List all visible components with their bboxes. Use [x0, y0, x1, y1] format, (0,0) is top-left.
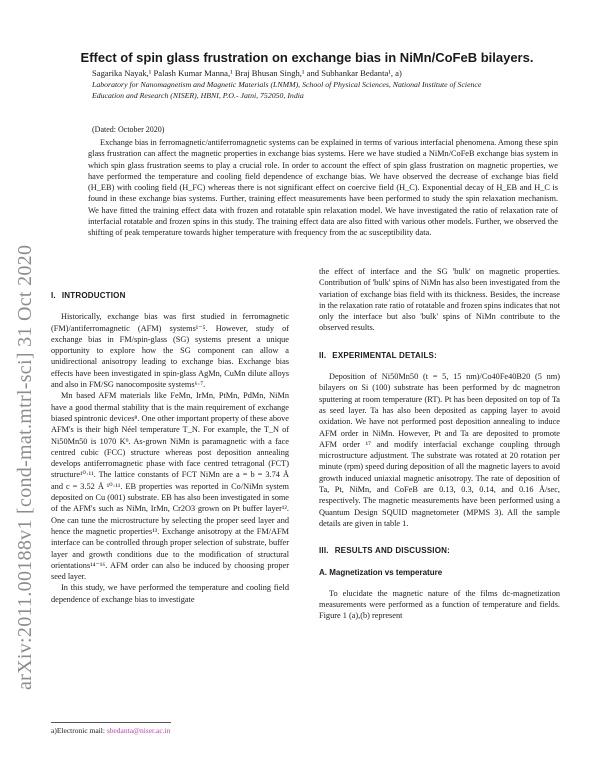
right-column — [319, 266, 560, 622]
section-heading-experimental: II. EXPERIMENTAL DETAILS: — [319, 350, 437, 360]
intro-paragraph-2: Mn based AFM materials like FeMn, IrMn, PtMn, PdMn, NiMn have a good thermal stability that is the main requirement of exchange biased spintronic devices⁸. One other important property of these above AFM's is their high Néel temperature T_N. For example, the T_N of Ni50Mn50 is 1070 K⁹. As-grown NiMn is paramagnetic with a face centred cubic (FCC) structure whereas post deposition annealing develops antiferromagnetic phase with face centred tetragonal (FCT) structure¹⁰·¹¹. The lattice constants of FCT NiMn are a = b = 3.74 Å and c = 3.52 Å ¹⁰·¹¹. EB properties was reported in Co/NiMn system deposited on Cu (001) substrate. EB has also been investigated in some of the AFM's such as NiMn, IrMn, Cr2O3 grown on Pt buffer layer¹². One can tune the microstructure by selecting the proper seed layer and hence the magnetic properties¹³. Exchange anisotropy at the FM/AFM interface can be controlled through proper selection of substrate, buffer layer and growth conditions due to the modification of structural orientations¹⁴⁻¹⁶. AFM order can also be induced by choosing proper seed layer. — [51, 391, 289, 582]
paper-title: Effect of spin glass frustration on exchange bias in NiMn/CoFeB bilayers. — [80, 50, 534, 65]
footnote-rule — [51, 722, 171, 723]
subsection-heading-magnetization: A. Magnetization vs temperature — [319, 567, 443, 577]
author-list: Sagarika Nayak,¹ Palash Kumar Manna,¹ Braj Bhusan Singh,¹ and Subhankar Bedanta¹, a) — [92, 68, 402, 78]
intro-paragraph-continued: the effect of interface and the SG 'bulk' on magnetic properties. Contribution of 'bulk' spins of NiMn has also been investigated from the variation of exchange bias field with its thickness. Besides, the increase in the relaxation rate ratio of rotatable and frozen spins indicates that not only the interface but also 'bulk' spins of NiMn contribute to the observed results. — [319, 267, 560, 333]
results-paragraph: To elucidate the magnetic nature of the films dc-magnetization measurements were performed as a function of temperature and fields. Figure 1 (a),(b) represent — [319, 588, 560, 621]
footnote-label: a)Electronic mail: — [51, 726, 107, 735]
abstract: Exchange bias in ferromagnetic/antiferromagnetic systems can be explained in terms of various interfacial phenomena. Among these spin glass frustration can affect the magnetic properties in exchange bias systems. Here we have studied a NiMn/CoFeB exchange bias system in which spin glass frustration seems to play a crucial role. In order to account the effect of spin glass frustration on magnetic properties, we have performed the temperature and cooling field dependence of exchange bias. We have observed the decrease of exchange bias field (H_EB) with cooling field (H_FC) whereas there is not significant effect on coercive field (H_C). Exponential decay of H_EB and H_C is found in these exchange bias systems. Further, training effect measurements have been performed to study the spin relaxation mechanism. We have fitted the training effect data with frozen and rotatable spin relaxation model. We have investigated the ratio of relaxation rate of interfacial rotatable and frozen spins in this study. The training effect data are also fitted with various other models. Further, we observed the shifting of peak temperature towards higher temperature with frequency from the ac susceptibility data. — [88, 138, 558, 238]
email-link[interactable]: sbedanta@niser.ac.in — [106, 726, 171, 735]
footnote — [51, 726, 170, 735]
left-column — [51, 282, 289, 605]
section-heading-introduction: I. INTRODUCTION — [51, 291, 126, 300]
section-heading-results: III. RESULTS AND DISCUSSION: — [319, 546, 450, 556]
affiliation: Laboratory for Nanomagnetism and Magnetic Materials (LNMM), School of Physical Sciences, National Institute of Science Education and Research (NISER), HBNI, P.O.- Jatni, 752050, India — [92, 80, 482, 100]
date-line: (Dated: October 2020) — [92, 125, 165, 134]
intro-paragraph-1: Historically, exchange bias was first studied in ferromagnetic (FM)/antiferromagnetic (AFM) systems¹⁻⁵. However, study of exchange bias in FM/spin-glass (SG) systems present a unique opportunity to explore how the SG component can allow a unidirectional anisotropy leading to exchange bias. Exchange bias effects have been investigated in spin-glass AgMn, CuMn dilute alloys and also in FM/SG nanocomposite systems⁶·⁷. — [51, 312, 289, 390]
arxiv-identifier: arXiv:2011.00188v1 [cond-mat.mtrl-sci] 31 Oct 2020 — [14, 244, 36, 690]
intro-paragraph-3: In this study, we have performed the temperature and cooling field dependence of exchange bias to investigate — [51, 583, 289, 604]
experimental-paragraph: Deposition of Ni50Mn50 (t = 5, 15 nm)/Co40Fe40B20 (5 nm) bilayers on Si (100) substrate has been performed by dc magnetron sputtering at room temperature (RT). Pt has been deposited on top of Ta as seed layer. Ta has also been deposited as capping layer to avoid oxidation. We have not performed post deposition annealing to induce AFM order in NiMn. However, Pt and Ta are deposited to promote AFM order ¹⁷ and modify interfacial exchange coupling through microstructure adjustment. The substrate was rotated at 20 rotation per minute (rpm) speed during deposition of all the magnetic layers to avoid growth induced uniaxial magnetic anisotropy. The rate of deposition of Ta, Pt, NiMn, and CoFeB are 0.13, 0.3, 0.14, and 0.16 Å/sec, respectively. The magnetic measurements have been performed using a Quantum Design SQUID magnetometer (MPMS 3). All the sample details are given in table 1. — [319, 372, 560, 528]
